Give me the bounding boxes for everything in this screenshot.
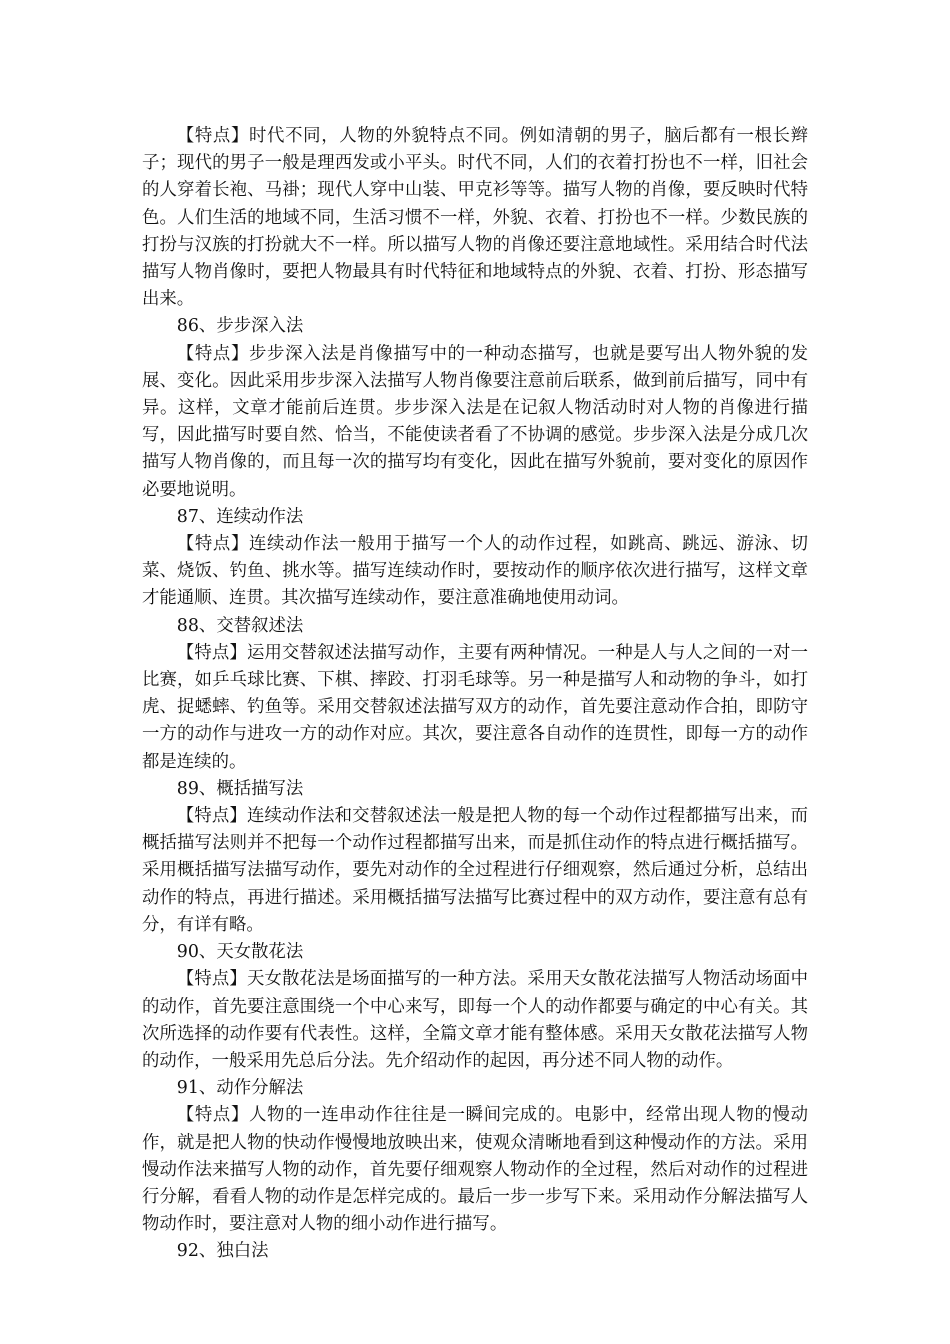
section-heading-92: 92、独白法	[176, 1241, 269, 1262]
paragraph-88: 【特点】运用交替叙述法描写动作，主要有两种情况。一种是人与人之间的一对一比赛，如乒乓球比赛、下棋、摔跤、打羽毛球等。另一种是描写人和动物的争斗，如打虎、捉蟋蟀、钓鱼等。采用交替叙述法描写双方的动作，首先要注意动作合拍，即防守一方的动作与进攻一方的动作对应。其次，要注意各自动作的连贯性，即每一方的动作都是连续的。	[142, 642, 808, 772]
paragraph-era-features: 【特点】时代不同，人物的外貌特点不同。例如清朝的男子，脑后都有一根长辫子；现代的男子一般是理西发或小平头。时代不同，人们的衣着打扮也不一样，旧社会的人穿着长袍、马褂；现代人穿中山装、甲克衫等等。描写人物的肖像，要反映时代特色。人们生活的地域不同，生活习惯不一样，外貌、衣着、打扮也不一样。少数民族的打扮与汉族的打扮就大不一样。所以描写人物的肖像还要注意地域性。采用结合时代法描写人物肖像时，要把人物最具有时代特征和地域特点的外貌、衣着、打扮、形态描写出来。	[142, 126, 808, 310]
section-heading-91: 91、动作分解法	[176, 1078, 304, 1099]
section-heading-89: 89、概括描写法	[176, 778, 304, 799]
paragraph-90: 【特点】天女散花法是场面描写的一种方法。采用天女散花法描写人物活动场面中的动作，首先要注意围绕一个中心来写，即每一个人的动作都要与确定的中心有关。其次所选择的动作要有代表性。这样，全篇文章才能有整体感。采用天女散花法描写人物的动作，一般采用先总后分法。先介绍动作的起因，再分述不同人物的动作。	[142, 969, 808, 1071]
section-heading-90: 90、天女散花法	[176, 942, 304, 963]
paragraph-87: 【特点】连续动作法一般用于描写一个人的动作过程，如跳高、跳远、游泳、切菜、烧饭、钓鱼、挑水等。描写连续动作时，要按动作的顺序依次进行描写，这样文章才能通顺、连贯。其次描写连续动作，要注意准确地使用动词。	[142, 534, 808, 609]
paragraph-91: 【特点】人物的一连串动作往往是一瞬间完成的。电影中，经常出现人物的慢动作，就是把人物的快动作慢慢地放映出来，使观众清晰地看到这种慢动作的方法。采用慢动作法来描写人物的动作，首先要仔细观察人物动作的全过程，然后对动作的过程进行分解，看看人物的动作是怎样完成的。最后一步一步写下来。采用动作分解法描写人物动作时，要注意对人物的细小动作进行描写。	[142, 1105, 808, 1235]
document-body	[142, 123, 808, 1266]
section-heading-88: 88、交替叙述法	[176, 615, 304, 636]
paragraph-86: 【特点】步步深入法是肖像描写中的一种动态描写，也就是要写出人物外貌的发展、变化。因此采用步步深入法描写人物肖像要注意前后联系，做到前后描写，同中有异。这样，文章才能前后连贯。步步深入法是在记叙人物活动时对人物的肖像进行描写，因此描写时要自然、恰当，不能使读者看了不协调的感觉。步步深入法是分成几次描写人物肖像的，而且每一次的描写均有变化，因此在描写外貌前，要对变化的原因作必要地说明。	[142, 343, 808, 500]
section-heading-87: 87、连续动作法	[176, 506, 304, 527]
paragraph-89: 【特点】连续动作法和交替叙述法一般是把人物的每一个动作过程都描写出来，而概括描写法则并不把每一个动作过程都描写出来，而是抓住动作的特点进行概括描写。采用概括描写法描写动作，要先对动作的全过程进行仔细观察，然后通过分析，总结出动作的特点，再进行描述。采用概括描写法描写比赛过程中的双方动作，要注意有总有分，有详有略。	[142, 806, 808, 935]
section-heading-86: 86、步步深入法	[176, 316, 304, 337]
